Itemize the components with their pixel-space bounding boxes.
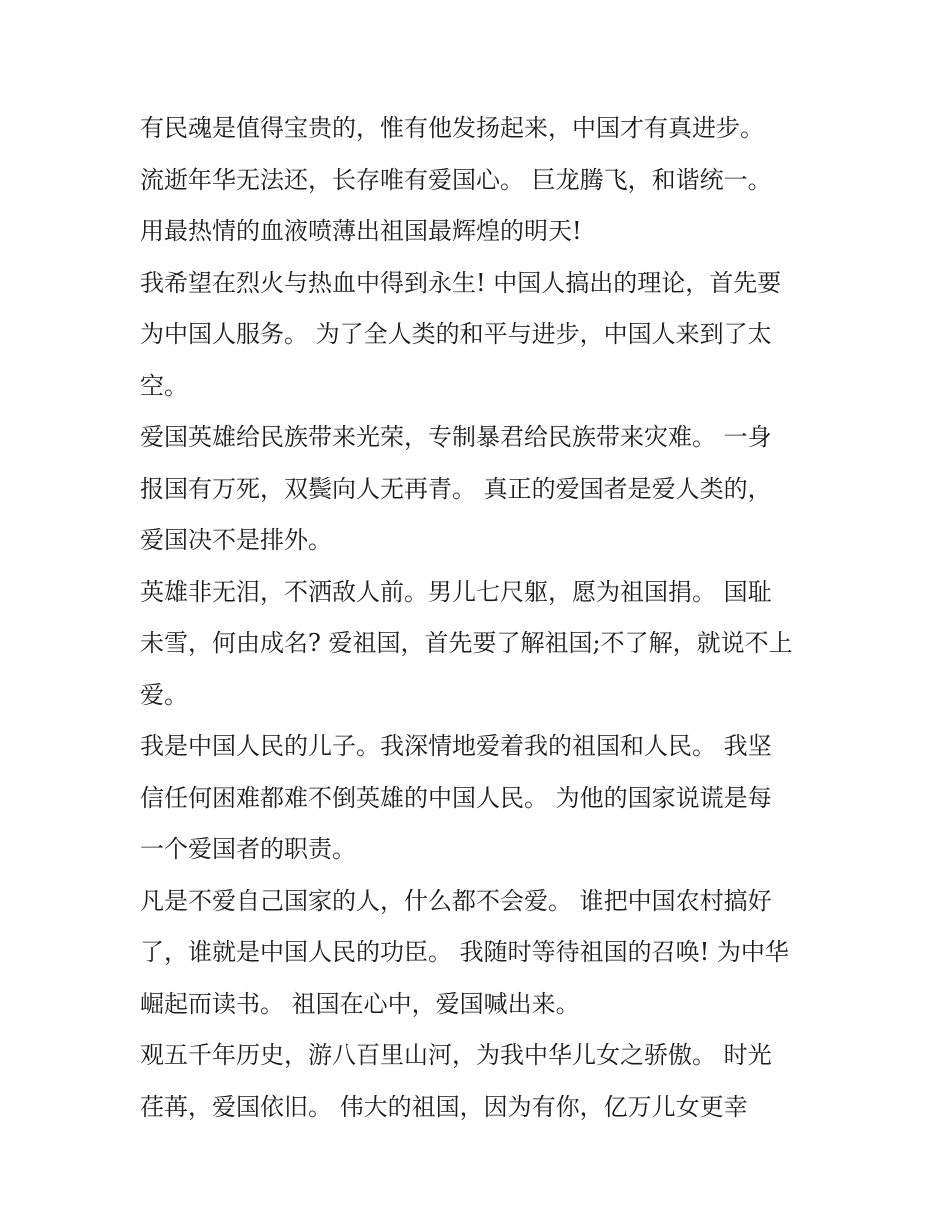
text-line: 爱国英雄给民族带来光荣，专制暴君给民族带来灾难。 一身 <box>140 423 772 451</box>
text-line: 空。 <box>140 371 188 400</box>
text-line: 流逝年华无法还，长存唯有爱国心。 巨龙腾飞，和谐统一。 <box>140 165 772 194</box>
text-line: 爱国决不是排外。 <box>140 526 332 554</box>
text-line: 用最热情的血液喷薄出祖国最辉煌的明天! <box>140 217 582 245</box>
text-line: 我希望在烈火与热血中得到永生! 中国人搞出的理论，首先要 <box>140 268 782 297</box>
text-line: 我是中国人民的儿子。我深情地爱着我的祖国和人民。 我坚 <box>140 732 772 760</box>
body-text <box>140 108 820 1138</box>
text-line: 有民魂是值得宝贵的，惟有他发扬起来，中国才有真进步。 <box>140 114 764 142</box>
text-line: 未雪，何由成名? 爱祖国，首先要了解祖国;不了解，就说不上 <box>140 629 793 657</box>
text-line: 观五千年历史，游八百里山河，为我中华儿女之骄傲。 时光 <box>140 1041 772 1069</box>
text-line: 英雄非无泪，不洒敌人前。男儿七尺躯，愿为祖国捐。 国耻 <box>140 577 772 606</box>
text-line: 荏苒，爱国依旧。 伟大的祖国，因为有你，亿万儿女更幸 <box>140 1092 748 1121</box>
text-line: 报国有万死，双鬓向人无再青。 真正的爱国者是爱人类的， <box>140 474 772 503</box>
text-line: 崛起而读书。 祖国在心中，爱国喊出来。 <box>140 989 580 1018</box>
text-line: 信任何困难都难不倒英雄的中国人民。 为他的国家说谎是每 <box>140 783 772 812</box>
text-line: 一个爱国者的职责。 <box>140 835 356 863</box>
text-line: 为中国人服务。 为了全人类的和平与进步，中国人来到了太 <box>140 320 772 348</box>
text-line: 了，谁就是中国人民的功臣。 我随时等待祖国的召唤! 为中华 <box>140 938 789 966</box>
text-line: 爱。 <box>140 680 188 709</box>
text-line: 凡是不爱自己国家的人，什么都不会爱。 谁把中国农村搞好 <box>140 886 772 915</box>
